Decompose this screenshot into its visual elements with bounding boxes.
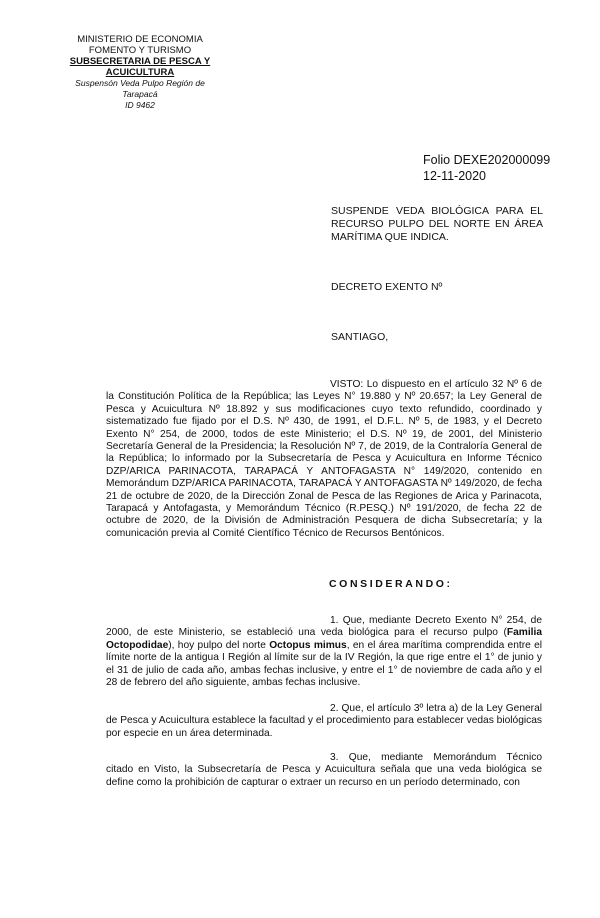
item-1-text-a: 2000, de este Ministerio, se estableció una veda biológica para el recurso pulpo ( <box>106 627 507 639</box>
considerando-item-2 <box>106 703 542 740</box>
visto-paragraph <box>106 379 542 540</box>
considerando-item-3 <box>106 752 542 789</box>
item-3-lead: 3. Que, mediante Memorándum Técnico <box>330 752 542 763</box>
item-2-text: General de Pesca y Acuicultura establece la facultad y el procedimiento para establecer vedas biológicas por especie en un área determinada. <box>106 703 542 739</box>
item-1-text-c: ), hoy pulpo del norte <box>168 639 270 651</box>
header-line-subject: Suspensón Veda Pulpo Región de Tarapacá <box>75 78 205 99</box>
header-line-id: ID 9462 <box>125 100 155 110</box>
header-line-ministry-2: FOMENTO Y TURISMO <box>88 45 192 56</box>
considerando-item-1 <box>106 615 542 689</box>
decree-label: DECRETO EXENTO Nº <box>331 281 443 293</box>
visto-text: la Constitución Política de la República; las Leyes N° 19.880 y Nº 20.657; la Ley General de Pesca y Acuicultura Nº 18.892 y sus modificaciones cuyo texto refundido, coordinado y sistematizado fue fijado por el D.S. Nº 430, de 1991, el D.F.L. Nº 5, de 1983, y el Decreto Exento N° 254, de 2000, todos de este Ministerio; el D.S. Nº 19, de 2001, del Ministerio Secretaría General de la Presidencia; la Resolución Nº 7, de 2019, de la Contraloría General de la República; lo informado por la Subsecretaría de Pesca y Acuicultura en Informe Técnico DZP/ARICA PARINACOTA, TARAPACÁ Y ANTOFAGASTA N° 149/2020, contenido en Memorándum DZP/ARICA PARINACOTA, TARAPACÁ Y ANTOFAGASTA Nº 149/2020, de fecha 21 de octubre de 2020, de la Dirección Zonal de Pesca de las Regiones de Arica y Parinacota, Tarapacá y Antofagasta, y Memorándum Técnico (R.PESQ.) Nº 191/2020, de fecha 22 de octubre de 2020, de la División de Administración Pesquera de dicha Subsecretaría; y la comunicación previa al Comité Científico Técnico de Recursos Bentónicos. <box>106 391 542 539</box>
folio-block <box>423 152 550 184</box>
folio-number: Folio DEXE202000099 <box>423 153 551 167</box>
header-line-ministry: MINISTERIO DE ECONOMIA <box>77 34 203 45</box>
decree-subject: SUSPENDE VEDA BIOLÓGICA PARA EL RECURSO PULPO DEL NORTE EN ÁREA MARÍTIMA QUE INDICA. <box>331 205 543 243</box>
folio-date: 12-11-2020 <box>423 169 487 183</box>
visto-lead: VISTO: Lo dispuesto en el artículo 32 Nº 6 de <box>330 379 542 390</box>
item-1-text-d: , en el área marítima comprendida entre el límite norte de la antigua I Región al límite sur de la IV Región, la que rige entre el 1° de junio y el 31 de julio de cada año, ambas fechas inclusive, y entre el 1° de noviembre de cada año y el 28 de febrero del año siguiente, ambas fechas inclusive. <box>106 639 543 689</box>
header-line-subsecretaria: SUBSECRETARIA DE PESCA Y <box>69 56 211 67</box>
header-line-acuicultura: ACUICULTURA <box>105 67 175 78</box>
considerando-heading: CONSIDERANDO: <box>329 578 453 590</box>
item-1-taxon-family: Familia Octopodidae <box>106 627 542 651</box>
ministry-header <box>60 34 220 111</box>
place-label: SANTIAGO, <box>331 331 389 343</box>
item-1-lead: 1. Que, mediante Decreto Exento N° 254, de <box>330 615 542 626</box>
item-2-lead: 2. Que, el artículo 3º letra a) de la Ley <box>330 703 503 714</box>
item-1-taxon-species: Octopus mimus <box>269 639 347 651</box>
item-3-text: citado en Visto, la Subsecretaría de Pesca y Acuicultura señala que una veda biológica se define como la prohibición de capturar o extraer un recurso en un período determinado, con <box>106 764 542 788</box>
